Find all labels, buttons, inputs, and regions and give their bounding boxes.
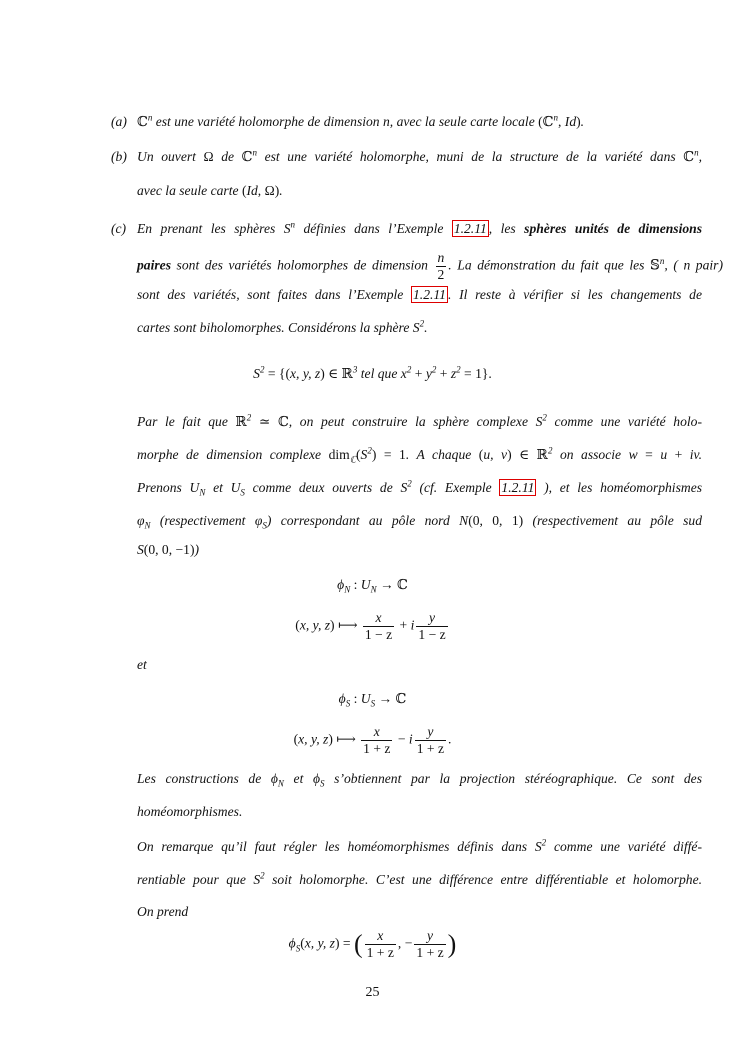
math-variable: S: [253, 366, 260, 381]
math-variable: φ: [137, 513, 145, 528]
text-segment: . La démonstration du fait que les: [448, 257, 651, 273]
math-variable: S: [253, 872, 261, 887]
math-variable: ϕ: [270, 771, 278, 786]
fraction-denominator: 2: [437, 267, 445, 282]
text-segment: .: [698, 447, 702, 462]
fraction-denominator: 1 + z: [416, 741, 444, 756]
subscript: ℂ: [349, 454, 357, 465]
math-segment: (ℂ: [538, 114, 554, 129]
math-segment: (0, 0, 1): [468, 513, 524, 528]
fraction-numerator: x: [365, 928, 396, 945]
text-segment: soit holomorphe. C’est une différence entre différentiable et holomorphe.: [264, 872, 702, 887]
large-parenthesis: ): [447, 929, 457, 959]
math-variable: U: [189, 480, 200, 495]
display-equation: [0, 928, 745, 961]
math-segment: = {(: [264, 366, 290, 381]
fraction: [361, 724, 392, 757]
math-segment: → ℂ: [376, 577, 408, 592]
fraction-numerator: y: [416, 610, 447, 627]
fraction-denominator: 1 − z: [364, 627, 393, 642]
math-variable: x: [400, 366, 407, 381]
fraction: [415, 724, 446, 757]
superscript: n: [694, 147, 699, 158]
subscript: S: [370, 698, 376, 709]
text-segment: sont des variétés, sont faites dans l’Exemple: [137, 287, 411, 302]
superscript: 2: [547, 445, 553, 456]
text-line: [137, 113, 702, 131]
page-number: 25: [365, 985, 380, 1000]
text-segment: ) correspondant au pôle nord: [266, 513, 460, 528]
math-segment: (: [478, 447, 484, 462]
math-segment: 𝕊: [650, 257, 660, 273]
text-line: [137, 319, 702, 337]
bold-term: sphères unités de dimensions: [524, 221, 703, 236]
cross-reference-link[interactable]: 1.2.11: [453, 221, 487, 236]
large-parenthesis: (: [353, 929, 363, 959]
subscript: S: [320, 778, 325, 789]
text-segment: On prend: [137, 904, 189, 919]
math-segment: ) =: [334, 935, 354, 951]
text-segment: .: [424, 320, 428, 335]
text-segment: ,: [698, 149, 702, 164]
subscript: N: [277, 778, 284, 789]
text-segment: .: [279, 183, 283, 198]
subscript: S: [240, 487, 245, 498]
superscript: n: [659, 256, 665, 267]
text-line: [137, 479, 702, 497]
superscript: 2: [541, 837, 547, 848]
display-equation: [0, 365, 745, 383]
math-segment: ℂ: [683, 149, 695, 164]
text-segment: avec la seule carte: [137, 183, 242, 198]
text-line: [137, 286, 702, 304]
text-segment: sont des variétés holomorphes de dimension: [170, 257, 434, 273]
math-segment: =: [637, 447, 661, 462]
display-equation: [0, 690, 745, 708]
text-segment: Les constructions de: [137, 771, 271, 786]
text-segment: Prenons: [137, 480, 190, 495]
text-segment: morphe de dimension complexe: [137, 447, 329, 462]
math-segment: +: [436, 366, 451, 381]
subscript: N: [344, 584, 351, 595]
math-segment: :: [350, 577, 361, 592]
display-equation: [0, 724, 745, 757]
math-segment: ) = 1: [371, 447, 406, 462]
math-variable: u, v: [483, 447, 508, 462]
superscript: 2: [431, 364, 437, 375]
text-segment: cartes sont biholomorphes. Considérons la sphère: [137, 320, 413, 335]
display-equation: [0, 576, 745, 594]
math-variable: ϕ: [313, 771, 321, 786]
text-segment: et: [205, 480, 231, 495]
math-variable: u: [660, 447, 668, 462]
superscript: 2: [407, 478, 412, 489]
fraction: [365, 928, 396, 961]
math-segment: ) ⟼: [330, 617, 361, 633]
superscript: n: [553, 112, 558, 123]
math-variable: S: [412, 320, 420, 335]
text-line: [137, 871, 702, 889]
text-segment: , avec la seule carte locale: [389, 114, 539, 129]
math-variable: x, y, z: [298, 731, 329, 747]
math-segment: → ℂ: [375, 691, 407, 706]
text-segment: Par le fait que: [137, 414, 236, 429]
item-label-b: (b): [111, 149, 127, 164]
math-variable: Id: [564, 114, 577, 129]
subscript: N: [199, 487, 206, 498]
superscript: 2: [367, 445, 372, 456]
fraction: [414, 928, 445, 961]
text-segment: comme deux ouverts de: [244, 480, 401, 495]
math-variable: x, y, z: [289, 366, 321, 381]
cross-reference-link[interactable]: 1.2.11: [501, 480, 535, 495]
text-line: [137, 541, 702, 559]
text-line: [137, 413, 702, 431]
math-segment: :: [350, 691, 361, 706]
math-variable: N: [459, 513, 469, 528]
math-variable: x, y, z: [304, 935, 335, 951]
text-segment: est une variété holomorphe de dimension: [152, 114, 383, 129]
math-segment: ) ∈ ℝ: [507, 447, 548, 462]
superscript: 2: [419, 318, 425, 329]
subscript: S: [345, 698, 351, 709]
math-variable: U: [360, 691, 371, 706]
text-line: [137, 770, 702, 788]
math-segment: (: [356, 447, 361, 462]
math-variable: U: [230, 480, 241, 495]
text-segment: , on peut construire la sphère complexe: [288, 414, 536, 429]
display-equation: [0, 610, 745, 643]
math-segment: , Ω): [257, 183, 280, 198]
text-segment: définies dans l’Exemple: [295, 221, 452, 236]
math-segment: (: [300, 935, 305, 951]
bold-term: paires: [137, 257, 171, 273]
text-segment: et: [283, 771, 313, 786]
superscript: 3: [352, 364, 358, 375]
text-segment: comme une variété diffé-: [546, 839, 702, 854]
text-segment: , les: [488, 221, 525, 236]
math-segment: (: [295, 617, 300, 633]
superscript: 2: [406, 364, 412, 375]
math-variable: iv: [689, 447, 699, 462]
math-variable: S: [360, 447, 368, 462]
math-segment: ≃ ℂ: [251, 414, 289, 429]
math-segment: = 1}.: [460, 366, 492, 381]
text-segment: , ( n pair): [664, 257, 723, 273]
fraction: [363, 610, 394, 643]
fraction-numerator: x: [361, 724, 392, 741]
math-segment: +: [667, 447, 690, 462]
math-segment: (: [293, 731, 299, 747]
text-segment: Un ouvert: [137, 149, 204, 164]
math-segment: dim: [328, 447, 350, 462]
superscript: n: [290, 219, 296, 230]
math-variable: n: [383, 114, 390, 129]
fraction-denominator: 1 + z: [366, 945, 394, 960]
text-line: [137, 903, 702, 921]
text-segment: . A chaque: [405, 447, 479, 462]
fraction-denominator: 1 − z: [418, 627, 446, 642]
item-label-a: (a): [111, 114, 127, 129]
math-segment: ,: [558, 114, 565, 129]
superscript: n: [252, 147, 257, 158]
text-segment: On remarque qu’il faut régler les homéomorphismes définis dans: [137, 839, 535, 854]
text-segment: s’obtiennent par la projection stéréographique. Ce sont des: [324, 771, 702, 786]
subscript: N: [370, 584, 377, 595]
text-segment: . Il reste à vérifier si les changements de: [447, 287, 702, 302]
text-segment: (respectivement au pôle sud: [523, 513, 702, 528]
math-variable: z: [450, 366, 457, 381]
text-segment: est une variété holomorphe, muni de la structure de la variété dans: [256, 149, 684, 164]
fraction: [436, 250, 447, 283]
text-line: [137, 148, 702, 166]
text-segment: comme une variété holo-: [546, 414, 702, 429]
text-segment: ), et les homéomorphismes: [536, 480, 703, 495]
text-line: [137, 250, 723, 283]
item-label-c: (c): [111, 221, 127, 236]
text-segment: rentiable pour que: [137, 872, 254, 887]
superscript: 2: [260, 870, 265, 881]
cross-reference-link[interactable]: 1.2.11: [413, 287, 446, 302]
superscript: n: [147, 112, 153, 123]
math-segment: ℝ: [235, 414, 247, 429]
text-segment: En prenant les sphères: [137, 221, 284, 236]
math-segment: ) ⟼: [328, 731, 360, 747]
math-segment: ) ∈ ℝ: [320, 366, 353, 381]
superscript: 2: [542, 412, 547, 423]
superscript: 2: [259, 364, 265, 375]
subscript: S: [295, 943, 301, 954]
fraction: [416, 610, 447, 643]
fraction-denominator: 1 + z: [363, 741, 391, 756]
math-segment: .: [447, 731, 452, 747]
math-segment: ): [576, 114, 581, 129]
math-variable: S: [535, 414, 543, 429]
math-segment: , −: [397, 935, 413, 951]
math-segment: +: [396, 617, 411, 633]
text-segment: (cf. Exemple: [411, 480, 500, 495]
text-segment: de: [213, 149, 242, 164]
fraction-numerator: y: [414, 928, 445, 945]
text-segment: .: [580, 114, 585, 129]
fraction-denominator: 1 + z: [416, 945, 444, 960]
text-segment: (respectivement: [150, 513, 255, 528]
text-line: [137, 803, 702, 821]
math-variable: y: [425, 366, 432, 381]
math-segment: Ω: [203, 149, 214, 164]
text-segment: et: [137, 657, 147, 672]
math-variable: x, y, z: [299, 617, 331, 633]
text-line: [137, 220, 702, 238]
math-variable: S: [400, 480, 408, 495]
math-variable: S: [534, 839, 542, 854]
text-segment: on associe: [552, 447, 629, 462]
text-line: [137, 512, 702, 530]
math-segment: −: [394, 731, 409, 747]
superscript: 2: [246, 412, 252, 423]
math-segment: ℂ: [241, 149, 253, 164]
math-variable: i: [410, 617, 415, 633]
fraction-numerator: y: [415, 724, 446, 741]
math-variable: S: [137, 542, 144, 557]
math-variable: φ: [254, 513, 263, 528]
text-line: [137, 182, 702, 200]
math-segment: (0, 0, −1): [143, 542, 195, 557]
math-variable: ϕ: [288, 935, 296, 951]
text-segment: tel que: [357, 366, 401, 381]
text-line: [137, 838, 702, 856]
superscript: 2: [456, 364, 461, 375]
text-segment: ): [194, 542, 200, 557]
fraction-numerator: x: [363, 610, 394, 627]
subscript: N: [144, 520, 151, 531]
math-variable: U: [360, 577, 371, 592]
text-line: [137, 446, 702, 464]
math-variable: i: [408, 731, 413, 747]
text-line: [137, 656, 702, 674]
math-variable: ϕ: [338, 691, 346, 706]
math-variable: w: [628, 447, 638, 462]
math-segment: +: [411, 366, 426, 381]
math-variable: ϕ: [337, 577, 345, 592]
subscript: S: [262, 520, 267, 531]
fraction-numerator: n: [437, 250, 445, 265]
math-segment: (: [241, 183, 247, 198]
math-variable: S: [283, 221, 291, 236]
math-variable: Id: [246, 183, 258, 198]
math-segment: ℂ: [137, 114, 148, 129]
text-segment: homéomorphismes.: [137, 804, 243, 819]
